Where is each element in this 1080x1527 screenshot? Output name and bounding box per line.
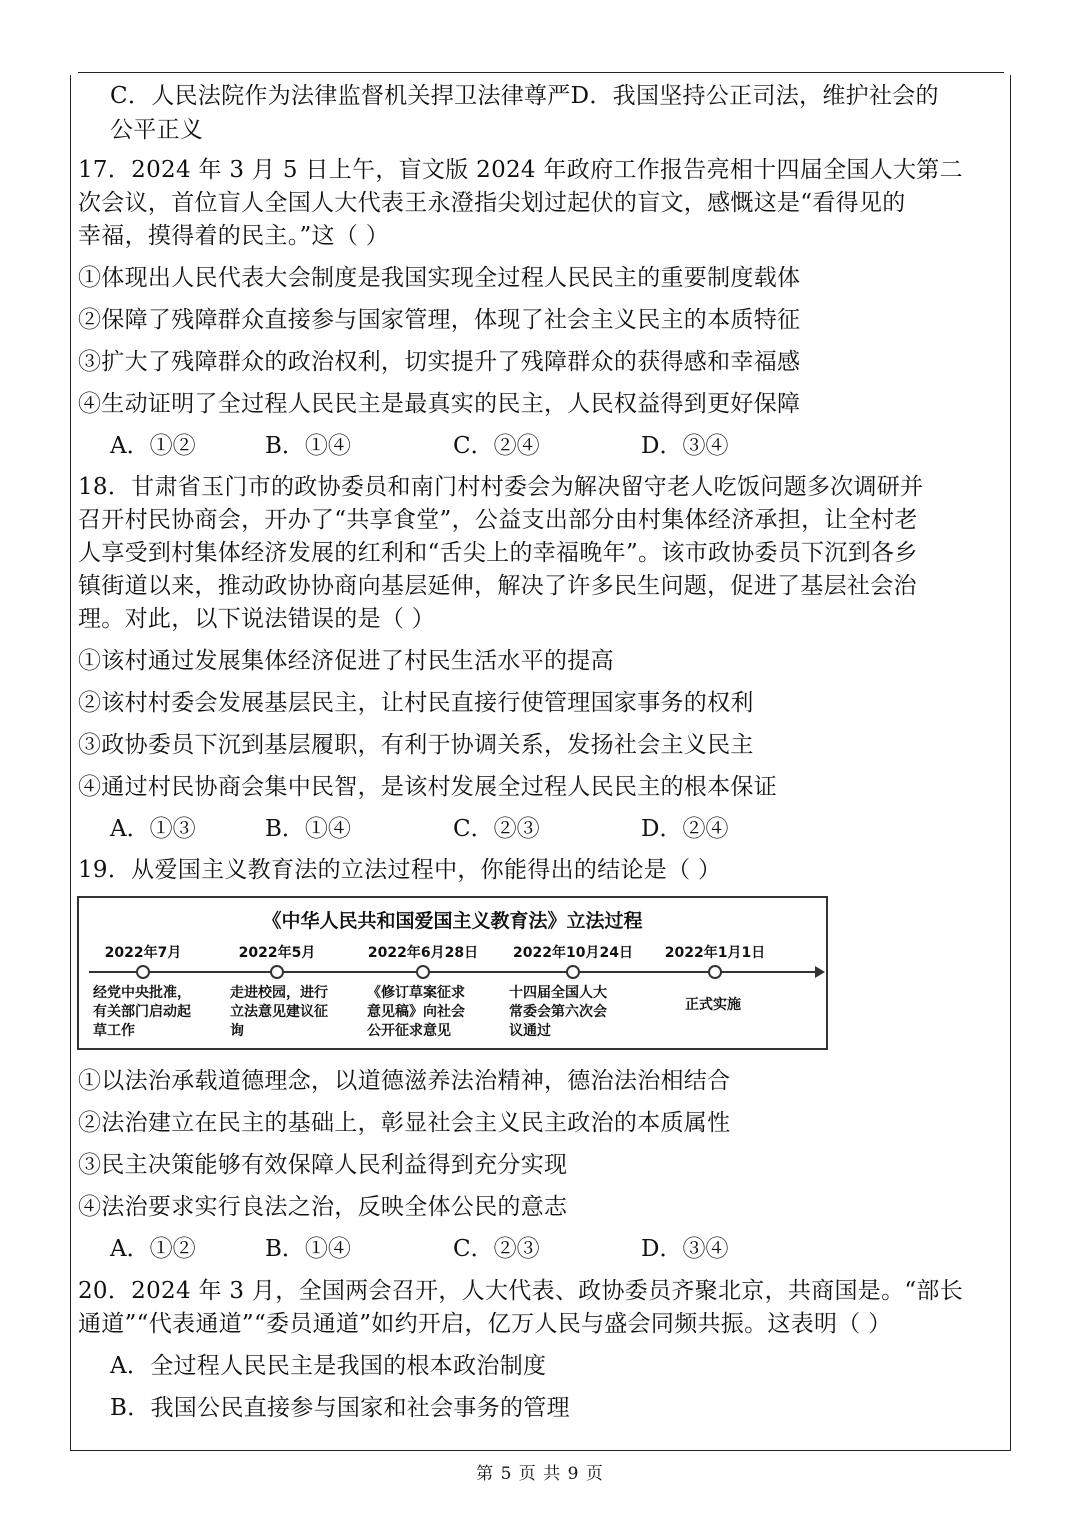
timeline-desc-line: 有关部门启动起 [93,1004,191,1020]
timeline-desc-line: 常委会第六次会 [509,1004,607,1020]
timeline-desc-line: 正式实施 [685,997,741,1013]
timeline-event-desc [509,984,607,1041]
timeline-arrow-icon [815,966,825,978]
timeline-node [136,965,150,979]
q20-stem-line: 通道”“代表通道”“委员通道”如约开启，亿万人民与盛会同频共振。这表明（ ） [78,1311,892,1337]
q16-option-d-continued: 公平正义 [110,117,204,143]
q18-statement-2: ②该村村委会发展基层民主，让村民直接行使管理国家事务的权利 [78,690,754,716]
q17-stem-line: 幸福，摸得着的民主。”这（ ） [78,223,390,249]
q17-option-d[interactable]: D．③④ [641,433,729,459]
q19-statement-1: ①以法治承载道德理念，以道德滋养法治精神，德治法治相结合 [78,1068,731,1094]
q20-stem-line: 20．2024 年 3 月，全国两会召开，人大代表、政协委员齐聚北京，共商国是。“部长 [78,1278,964,1304]
q18-option-a[interactable]: A．①③ [110,816,196,842]
header-rule [78,72,1004,73]
q20-option-b[interactable]: B．我国公民直接参与国家和社会事务的管理 [110,1395,570,1421]
q18-option-d[interactable]: D．②④ [641,816,729,842]
timeline-desc-line: 走进校园，进行 [230,985,328,1001]
q18-statement-1: ①该村通过发展集体经济促进了村民生活水平的提高 [78,648,614,674]
timeline-event-desc [367,984,465,1041]
timeline-date: 2022年6月28日 [367,945,479,961]
q19-stem-line: 19．从爱国主义教育法的立法过程中，你能得出的结论是（ ） [78,857,722,883]
q16-option-cd: C．人民法院作为法律监督机关捍卫法律尊严D．我国坚持公正司法，维护社会的 [110,83,939,109]
q18-statement-3: ③政协委员下沉到基层履职，有利于协调关系，发扬社会主义民主 [78,732,754,758]
q19-option-b[interactable]: B．①④ [265,1236,351,1262]
q18-option-c[interactable]: C．②③ [453,816,540,842]
q19-statement-2: ②法治建立在民主的基础上，彰显社会主义民主政治的本质属性 [78,1110,731,1136]
q17-option-a[interactable]: A．①② [110,433,196,459]
timeline-desc-line: 经党中央批准， [93,985,191,1001]
q17-stem-line: 17．2024 年 3 月 5 日上午，盲文版 2024 年政府工作报告亮相十四届全国人大第二 [78,157,963,183]
q20-option-a[interactable]: A．全过程人民民主是我国的根本政治制度 [110,1353,547,1379]
timeline-desc-line: 意见稿》向社会 [367,1004,465,1020]
timeline-date: 2022年1月1日 [664,945,766,961]
q18-statement-4: ④通过村民协商会集中民智，是该村发展全过程人民民主的根本保证 [78,774,777,800]
timeline-event-desc [230,984,328,1041]
q18-stem-line: 理。对此，以下说法错误的是（ ） [78,606,436,632]
timeline-desc-line: 《修订草案征求 [367,985,465,1001]
q17-statement-2: ②保障了残障群众直接参与国家管理，体现了社会主义民主的本质特征 [78,307,801,333]
q18-stem-line: 镇街道以来，推动政协协商向基层延伸，解决了许多民生问题，促进了基层社会治 [78,573,917,599]
timeline-node [566,965,580,979]
timeline-date: 2022年10月24日 [513,945,633,961]
q19-statement-4: ④法治要求实行良法之治，反映全体公民的意志 [78,1194,568,1220]
timeline-node [416,965,430,979]
q18-stem-line: 人享受到村集体经济发展的红利和“舌尖上的幸福晚年”。该市政协委员下沉到各乡 [78,540,918,566]
timeline-title: 《中华人民共和国爱国主义教育法》立法过程 [262,910,643,932]
timeline-desc-line: 草工作 [93,1023,135,1039]
q17-option-c[interactable]: C．②④ [453,433,540,459]
q17-statement-3: ③扩大了残障群众的政治权利，切实提升了残障群众的获得感和幸福感 [78,349,801,375]
q18-option-b[interactable]: B．①④ [265,816,351,842]
timeline-date: 2022年5月 [238,945,316,961]
page-number-footer: 第 5 页 共 9 页 [476,1464,604,1484]
q19-option-c[interactable]: C．②③ [453,1236,540,1262]
timeline-desc-line: 十四届全国人大 [509,985,607,1001]
q17-option-b[interactable]: B．①④ [265,433,351,459]
timeline-date: 2022年7月 [104,945,182,961]
q19-option-d[interactable]: D．③④ [641,1236,729,1262]
q19-statement-3: ③民主决策能够有效保障人民利益得到充分实现 [78,1152,568,1178]
timeline-desc-line: 立法意见建议征 [230,1004,328,1020]
q17-statement-4: ④生动证明了全过程人民民主是最真实的民主，人民权益得到更好保障 [78,391,801,417]
timeline-node [708,965,722,979]
q19-option-a[interactable]: A．①② [110,1236,196,1262]
timeline-node [270,965,284,979]
q17-statement-1: ①体现出人民代表大会制度是我国实现全过程人民民主的重要制度载体 [78,265,801,291]
q17-stem-line: 次会议，首位盲人全国人大代表王永澄指尖划过起伏的盲文，感慨这是“看得见的 [78,190,906,216]
timeline-desc-line: 询 [230,1023,244,1039]
timeline-event-desc [685,996,741,1015]
timeline-desc-line: 议通过 [509,1023,551,1039]
legislation-timeline-figure [77,896,828,1050]
timeline-event-desc [93,984,191,1041]
timeline-desc-line: 公开征求意见 [367,1023,451,1039]
q18-stem-line: 18．甘肃省玉门市的政协委员和南门村村委会为解决留守老人吃饭问题多次调研并 [78,474,924,500]
q18-stem-line: 召开村民协商会，开办了“共享食堂”，公益支出部分由村集体经济承担，让全村老 [78,507,918,533]
